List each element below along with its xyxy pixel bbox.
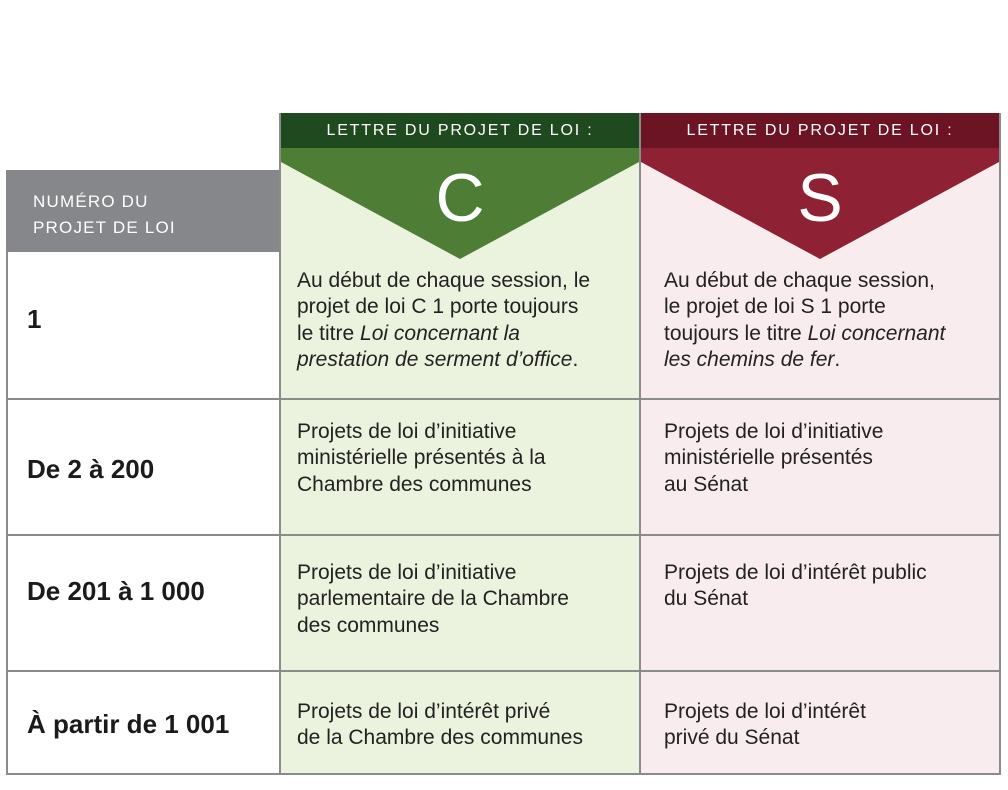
- column-c-banner: LETTRE DU PROJET DE LOI :: [281, 113, 639, 148]
- text-segment: .: [572, 347, 579, 371]
- text-line: parlementaire de la Chambre: [297, 587, 569, 611]
- text-segment: Au début de chaque session, le: [297, 269, 591, 292]
- cell-s-row-4: [664, 699, 866, 752]
- grid-line-row-1-bottom: [6, 398, 1001, 400]
- cell-c-row-4: [297, 699, 583, 752]
- cell-s-row-3: [664, 560, 927, 613]
- text-line: Projets de loi d’initiative: [297, 561, 517, 584]
- text-line: Projets de loi d’intérêt public: [664, 561, 927, 584]
- text-line: Projets de loi d’intérêt: [664, 700, 866, 723]
- number-header-line: PROJET DE LOI: [33, 218, 176, 237]
- text-segment: .: [834, 347, 841, 371]
- text-line: Chambre des communes: [297, 472, 532, 496]
- text-line: des communes: [297, 613, 440, 637]
- text-line: [297, 321, 590, 347]
- cell-s-row-1: [664, 268, 945, 373]
- text-segment: le titre: [297, 321, 361, 345]
- text-line: Projets de loi d’initiative: [664, 420, 884, 443]
- text-line: du Sénat: [664, 587, 749, 611]
- text-line: [664, 268, 945, 294]
- row-number-label: 1: [27, 304, 42, 334]
- text-segment: le projet de loi S 1 porte: [664, 295, 886, 319]
- grid-line-left: [6, 252, 8, 775]
- cell-s-row-2: [664, 419, 883, 498]
- bill-title-italic: Loi concernant la: [360, 321, 520, 345]
- text-segment: Au début de chaque session,: [664, 269, 935, 292]
- text-line: privé du Sénat: [664, 726, 800, 750]
- cell-c-row-2: [297, 419, 546, 498]
- column-s-banner: LETTRE DU PROJET DE LOI :: [641, 113, 999, 148]
- text-line: [297, 294, 590, 320]
- text-line: [664, 294, 945, 320]
- text-segment: toujours le titre: [664, 321, 808, 345]
- text-line: [664, 321, 945, 347]
- text-line: [664, 347, 945, 373]
- text-line: ministérielle présentés à la: [297, 446, 546, 470]
- column-s-letter: S: [797, 160, 843, 236]
- row-number-label: De 201 à 1 000: [27, 576, 205, 606]
- text-line: de la Chambre des communes: [297, 726, 583, 750]
- bill-title-italic: Loi concernant: [807, 321, 946, 345]
- row-number-label: À partir de 1 001: [27, 709, 230, 739]
- text-line: au Sénat: [664, 472, 749, 496]
- grid-line-col-s-left: [639, 113, 641, 775]
- grid-line-row-2-bottom: [6, 534, 1001, 536]
- cell-c-row-1: [297, 268, 590, 373]
- text-line: Projets de loi d’initiative: [297, 420, 517, 443]
- row-number-label: De 2 à 200: [27, 454, 155, 484]
- text-line: Projets de loi d’intérêt privé: [297, 700, 551, 723]
- grid-line-row-4-bottom: [6, 773, 1001, 775]
- bill-title-italic: les chemins de fer: [664, 347, 835, 371]
- text-line: [297, 268, 590, 294]
- cell-c-row-3: [297, 560, 569, 639]
- number-column-header: [6, 170, 279, 252]
- bill-title-italic: prestation de serment d’office: [297, 347, 573, 371]
- text-line: ministérielle présentés: [664, 446, 873, 470]
- text-line: [297, 347, 590, 373]
- grid-line-right: [999, 113, 1001, 775]
- text-segment: projet de loi C 1 porte toujours: [297, 295, 579, 319]
- grid-line-col-c-left: [279, 113, 281, 775]
- grid-line-row-3-bottom: [6, 670, 1001, 672]
- column-c-letter: C: [435, 160, 485, 236]
- number-header-line: NUMÉRO DU: [33, 192, 149, 211]
